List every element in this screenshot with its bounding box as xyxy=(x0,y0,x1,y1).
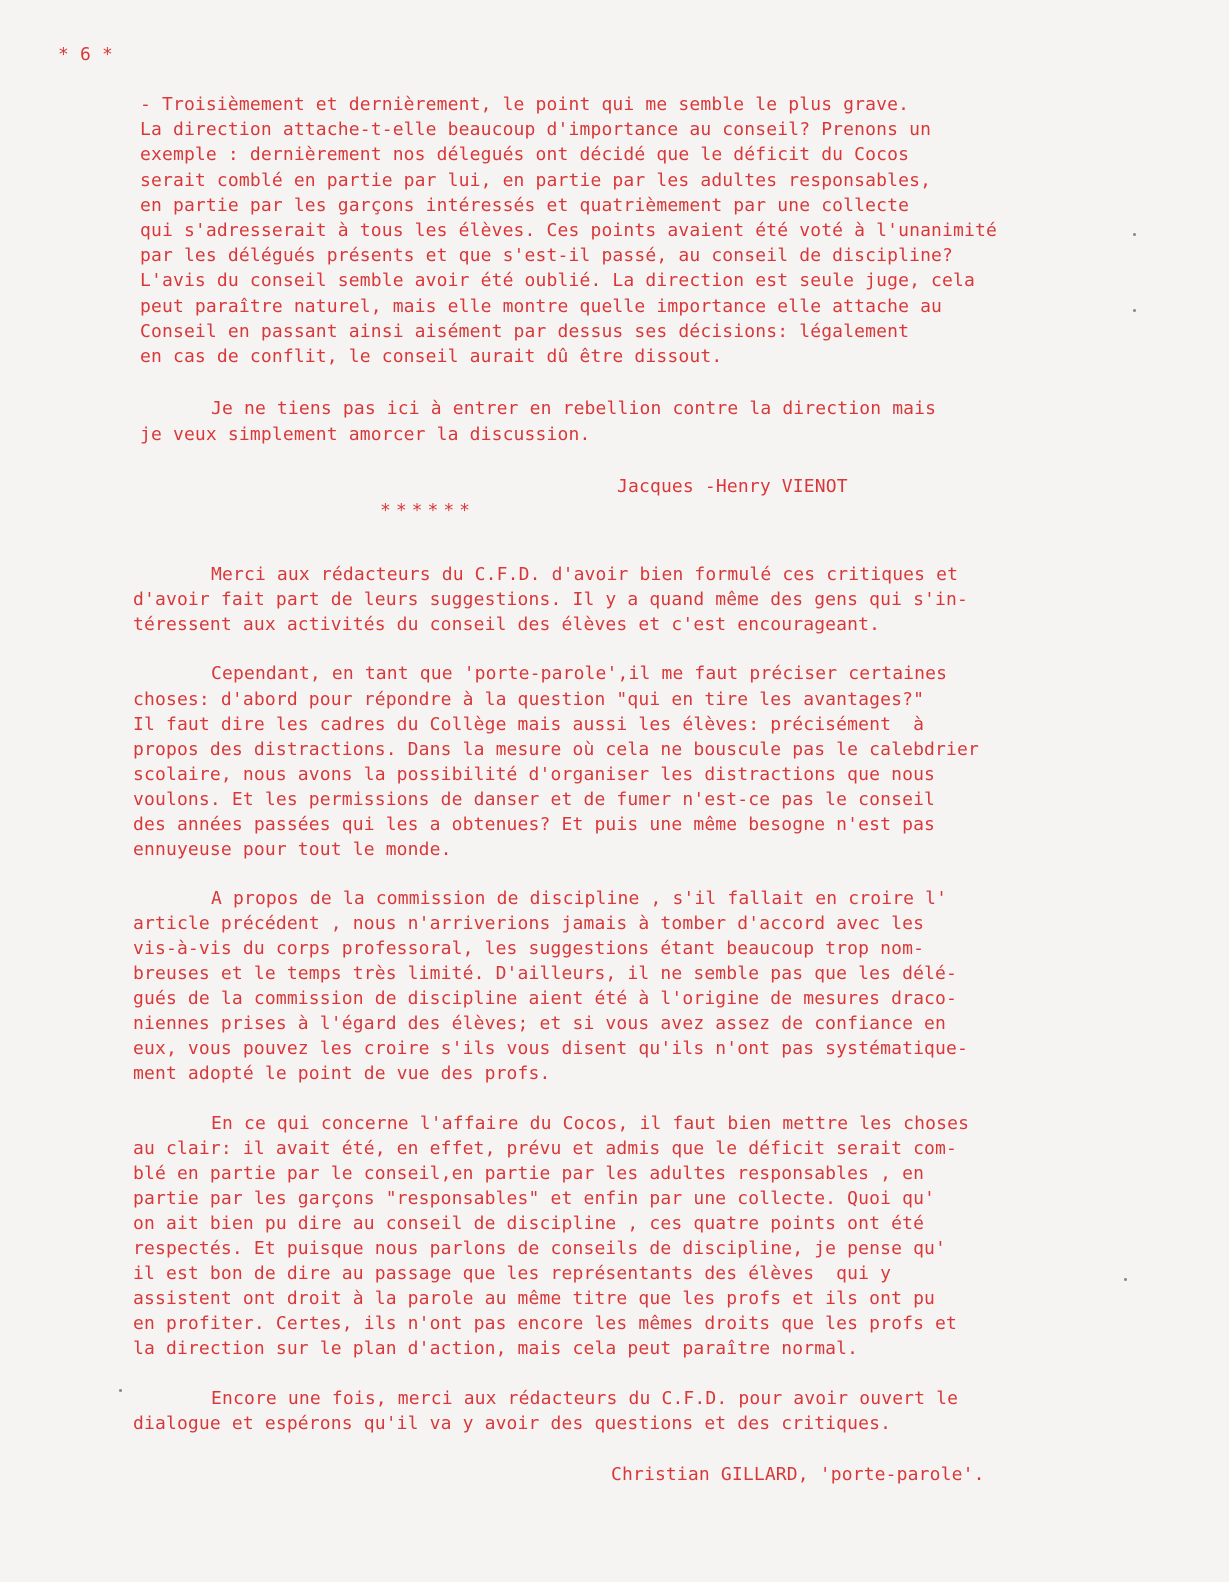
text-line: La direction attache-t-elle beaucoup d'importance au conseil? Prenons un xyxy=(140,119,932,140)
signature-vienot: Jacques -Henry VIENOT xyxy=(617,476,848,497)
text-line: on ait bien pu dire au conseil de discipline , ces quatre points ont été xyxy=(133,1213,925,1234)
text-line: peut paraître naturel, mais elle montre quelle importance elle attache au xyxy=(140,296,943,317)
text-line: - Troisièmement et dernièrement, le point qui me semble le plus grave. xyxy=(140,94,910,115)
text-line: serait comblé en partie par lui, en partie par les adultes responsables, xyxy=(140,170,932,191)
text-line: voulons. Et les permissions de danser et de fumer n'est-ce pas le conseil xyxy=(133,789,936,810)
text-line: en cas de conflit, le conseil aurait dû être dissout. xyxy=(140,346,723,367)
text-line: En ce qui concerne l'affaire du Cocos, il faut bien mettre les choses xyxy=(211,1113,970,1134)
text-line: ennuyeuse pour tout le monde. xyxy=(133,839,452,860)
signature-gillard: Christian GILLARD, 'porte-parole'. xyxy=(611,1464,985,1485)
text-line: blé en partie par le conseil,en partie par les adultes responsables , en xyxy=(133,1163,925,1184)
text-line: article précédent , nous n'arriverions jamais à tomber d'accord avec les xyxy=(133,913,925,934)
paper-speck xyxy=(119,1389,122,1392)
text-line: il est bon de dire au passage que les représentants des élèves qui y xyxy=(133,1263,892,1284)
text-line: Cependant, en tant que 'porte-parole',il me faut préciser certaines xyxy=(211,663,948,684)
text-line: d'avoir fait part de leurs suggestions. Il y a quand même des gens qui s'in- xyxy=(133,589,969,610)
text-line: dialogue et espérons qu'il va y avoir des questions et des critiques. xyxy=(133,1413,892,1434)
text-line: des années passées qui les a obtenues? Et puis une même besogne n'est pas xyxy=(133,814,936,835)
text-line: Conseil en passant ainsi aisément par dessus ses décisions: légalement xyxy=(140,321,910,342)
text-line: respectés. Et puisque nous parlons de conseils de discipline, je pense qu' xyxy=(133,1238,947,1259)
paper-speck xyxy=(1133,309,1136,312)
text-line: partie par les garçons "responsables" et enfin par une collecte. Quoi qu' xyxy=(133,1188,936,1209)
text-line: assistent ont droit à la parole au même titre que les profs et ils ont pu xyxy=(133,1288,936,1309)
text-line: en partie par les garçons intéressés et quatrièmement par une collecte xyxy=(140,195,910,216)
text-line: je veux simplement amorcer la discussion. xyxy=(140,424,591,445)
text-line: la direction sur le plan d'action, mais cela peut paraître normal. xyxy=(133,1338,859,1359)
text-line: exemple : dernièrement nos délegués ont décidé que le déficit du Cocos xyxy=(140,144,910,165)
text-line: au clair: il avait été, en effet, prévu et admis que le déficit serait com- xyxy=(133,1138,958,1159)
paper-speck xyxy=(1124,1278,1127,1281)
text-line: eux, vous pouvez les croire s'ils vous disent qu'ils n'ont pas systématique- xyxy=(133,1038,969,1059)
text-line: propos des distractions. Dans la mesure où cela ne bouscule pas le calebdrier xyxy=(133,739,979,760)
text-line: Merci aux rédacteurs du C.F.D. d'avoir bien formulé ces critiques et xyxy=(211,564,959,585)
text-line: gués de la commission de discipline aient été à l'origine de mesures draco- xyxy=(133,988,958,1009)
text-line: qui s'adresserait à tous les élèves. Ces points avaient été voté à l'unanimité xyxy=(140,220,997,241)
text-line: scolaire, nous avons la possibilité d'organiser les distractions que nous xyxy=(133,764,936,785)
section-separator: ****** xyxy=(380,500,476,521)
text-line: téressent aux activités du conseil des élèves et c'est encourageant. xyxy=(133,614,881,635)
text-line: en profiter. Certes, ils n'ont pas encore les mêmes droits que les profs et xyxy=(133,1313,958,1334)
paper-speck xyxy=(1133,233,1136,236)
text-line: Il faut dire les cadres du Collège mais aussi les élèves: précisément à xyxy=(133,714,925,735)
text-line: choses: d'abord pour répondre à la question "qui en tire les avantages?" xyxy=(133,689,925,710)
text-line: niennes prises à l'égard des élèves; et si vous avez assez de confiance en xyxy=(133,1013,947,1034)
text-line: breuses et le temps très limité. D'ailleurs, il ne semble pas que les délé- xyxy=(133,963,958,984)
page-number: * 6 * xyxy=(58,44,113,65)
text-line: par les délégués présents et que s'est-il passé, au conseil de discipline? xyxy=(140,245,954,266)
text-line: Encore une fois, merci aux rédacteurs du C.F.D. pour avoir ouvert le xyxy=(211,1388,959,1409)
text-line: Je ne tiens pas ici à entrer en rebellion contre la direction mais xyxy=(211,398,937,419)
text-line: vis-à-vis du corps professoral, les suggestions étant beaucoup trop nom- xyxy=(133,938,925,959)
text-line: L'avis du conseil semble avoir été oublié. La direction est seule juge, cela xyxy=(140,270,976,291)
text-line: ment adopté le point de vue des profs. xyxy=(133,1063,551,1084)
text-line: A propos de la commission de discipline , s'il fallait en croire l' xyxy=(211,888,948,909)
